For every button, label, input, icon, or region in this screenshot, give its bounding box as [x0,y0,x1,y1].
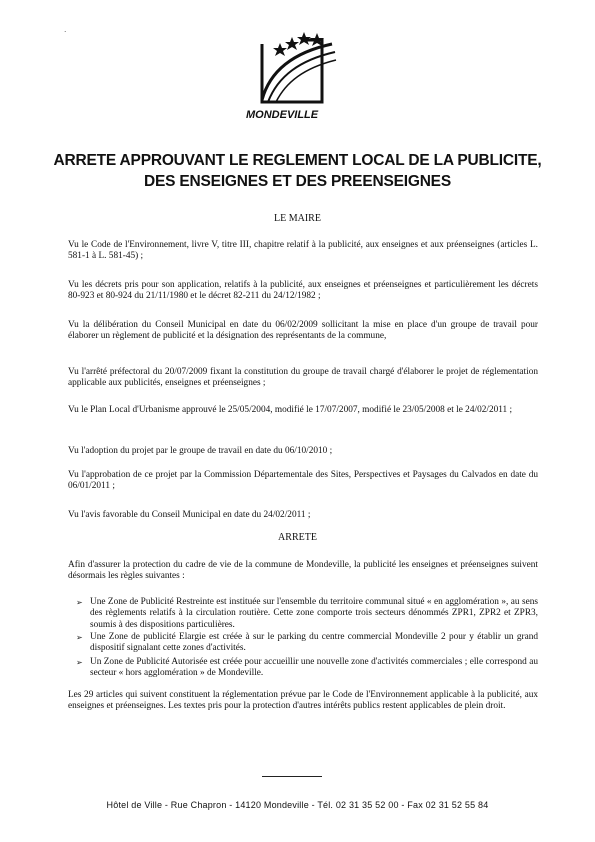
considerant-1: Vu le Code de l'Environnement, livre V, titre III, chapitre relatif à la publicité, aux enseignes et aux préenseignes (articles L. 581-1 à L. 581-45) ; [68,240,538,262]
heading-le-maire: LE MAIRE [274,213,321,224]
footer-address: Hôtel de Ville - Rue Chapron - 14120 Mondeville - Tél. 02 31 35 52 00 - Fax 02 31 52 55 84 [106,800,489,810]
list-item-text: Un Zone de Publicité Autorisée est créée pour accueillir une nouvelle zone d'activités commerciales ; elle correspond au secteur « hors agglomération » de Mondeville. [90,657,538,679]
arrow-bullet-icon: ➢ [76,633,83,642]
logo-wordmark: MONDEVILLE [246,109,319,121]
considerant-2: Vu les décrets pris pour son application, relatifs à la publicité, aux enseignes et préenseignes et particulièrement les décrets 80-923 et 80-924 du 21/11/1980 et le décret 82-211 du 24/12/1982 ; [68,280,538,302]
list-item [76,657,538,680]
considerant-8: Vu l'avis favorable du Conseil Municipal en date du 24/02/2011 ; [68,510,311,520]
list-item [76,597,538,631]
arrow-bullet-icon: ➢ [76,598,83,607]
scan-mark: · [64,28,67,36]
intro-paragraph: Afin d'assurer la protection du cadre de vie de la commune de Mondeville, la publicité les enseignes et préenseignes suivent désormais les règles suivantes : [68,560,538,582]
heading-arrete: ARRETE [278,532,317,543]
list-item-text: Une Zone de publicité Elargie est créée à sur le parking du centre commercial Mondeville 2 pour y établir un grand dispositif signalant cette zones d'activités. [90,632,538,654]
considerant-7: Vu l'approbation de ce projet par la Commission Départementale des Sites, Perspectives et Paysages du Calvados en date du 06/01/2011 ; [68,470,538,492]
logo-emblem-icon [240,30,340,125]
considerant-4: Vu l'arrêté préfectoral du 20/07/2009 fixant la constitution du groupe de travail chargé d'élaborer le projet de réglementation applicable aux publicités, enseignes et préenseignes ; [68,367,538,389]
arrow-bullet-icon: ➢ [76,658,83,667]
mondeville-logo [240,30,340,125]
list-item-text: Une Zone de Publicité Restreinte est instituée sur l'ensemble du territoire communal situé « en agglomération », au sens des règlements relatifs à la circulation routière. Cette zone comporte trois secteurs dénommés ZPR1, ZPR2 et ZPR3, soumis à des dispositions particulières. [90,597,538,630]
considerant-5: Vu le Plan Local d'Urbanisme approuvé le 25/05/2004, modifié le 17/07/2007, modifié le 23/05/2008 et le 24/02/2011 ; [68,405,513,415]
closing-paragraph: Les 29 articles qui suivent constituent la réglementation prévue par le Code de l'Environnement applicable à la publicité, aux enseignes et préenseignes. Les textes pris pour la protection d'autres intérêts publics restent applicables de plein droit. [68,690,538,712]
document-title: ARRETE APPROUVANT LE REGLEMENT LOCAL DE LA PUBLICITE, DES ENSEIGNES ET DES PREENSEIGNES [53,152,542,190]
footer-divider [262,776,322,777]
considerant-6: Vu l'adoption du projet par le groupe de travail en date du 06/10/2010 ; [68,446,333,456]
list-item [76,632,538,655]
considerant-3: Vu la délibération du Conseil Municipal en date du 06/02/2009 sollicitant la mise en place d'un groupe de travail pour élaborer un règlement de publicité et la désignation des représentants de la commune, [68,320,538,342]
